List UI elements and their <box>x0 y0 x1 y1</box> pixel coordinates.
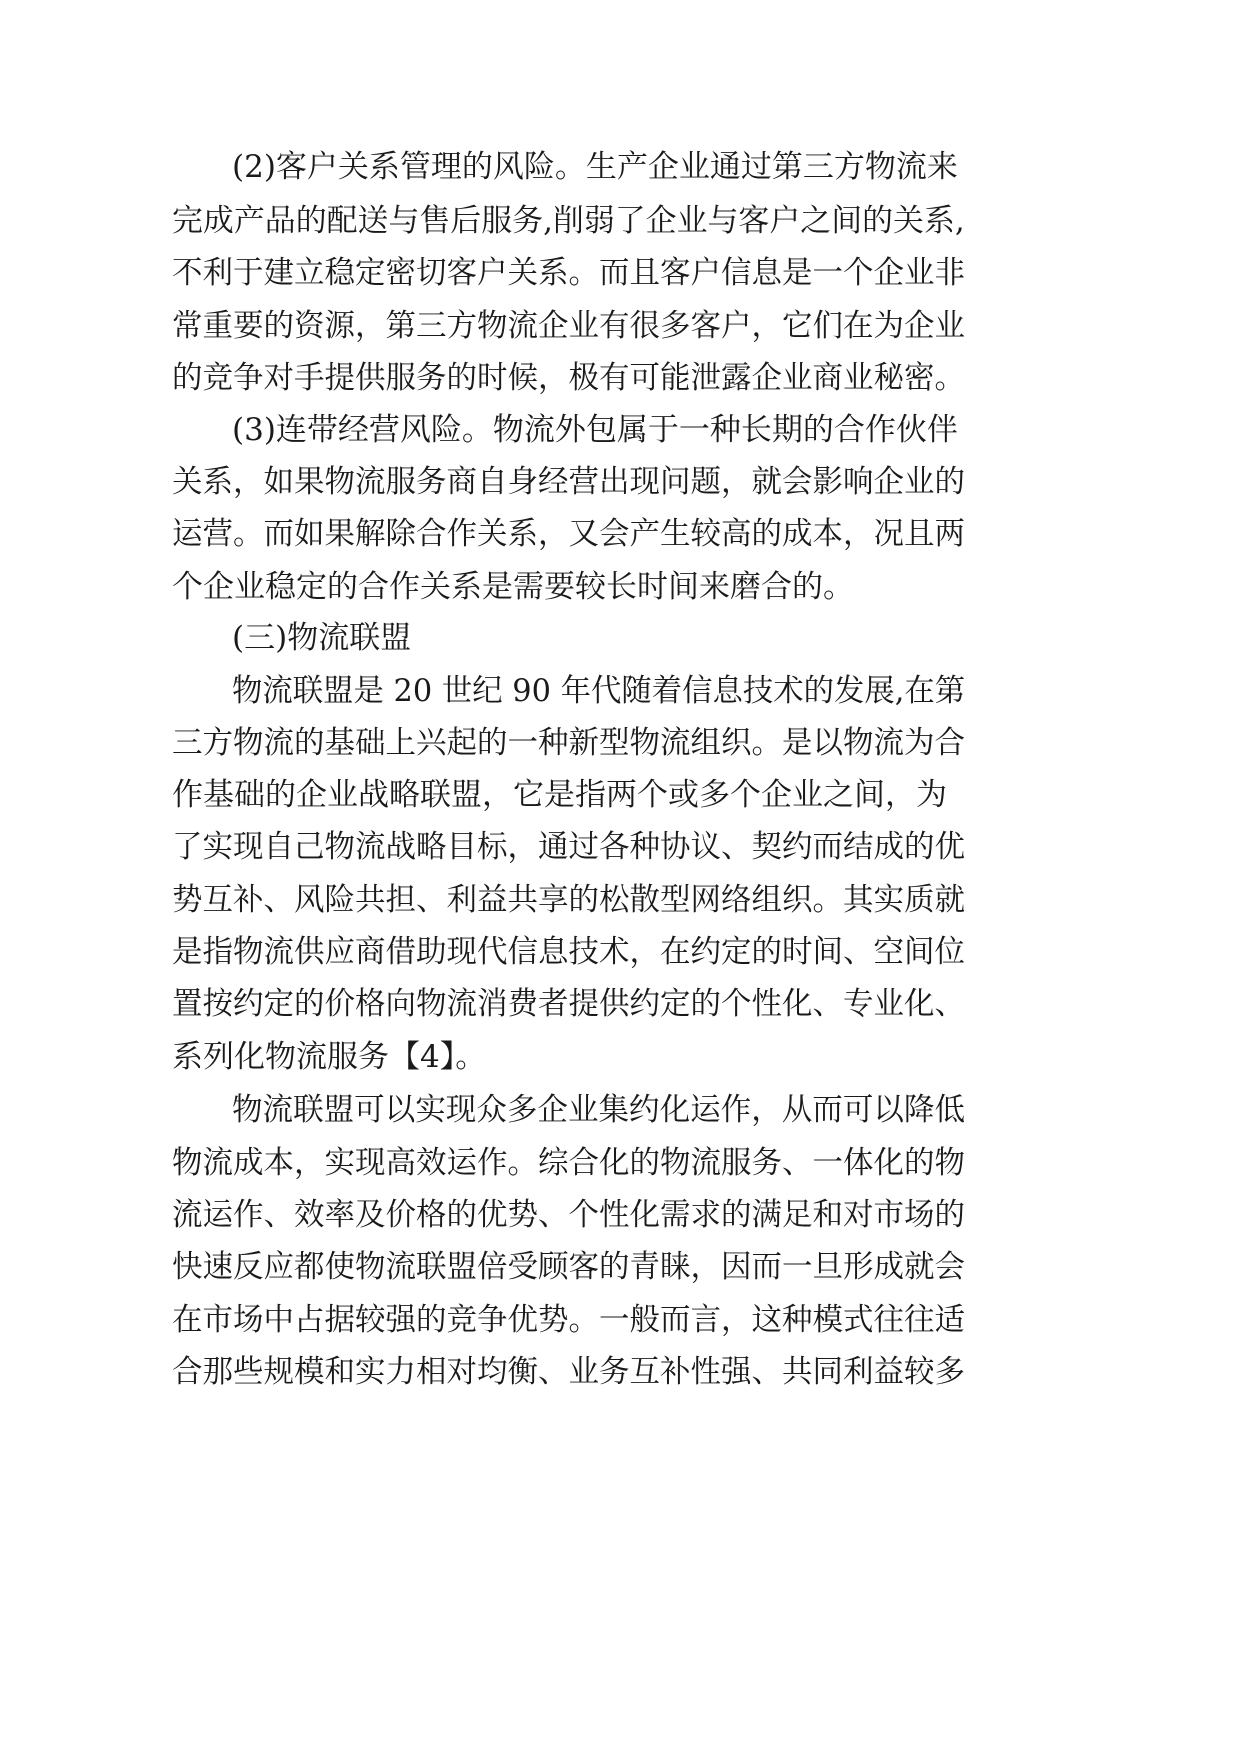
text-line: 是指物流供应商借助现代信息技术，在约定的时间、空间位 <box>172 934 966 970</box>
text-line: 势互补、风险共担、利益共享的松散型网络组织。其实质就 <box>172 882 966 918</box>
text-line: 物流联盟是 20 世纪 90 年代随着信息技术的发展,在第 <box>232 673 966 709</box>
text-line: 常重要的资源，第三方物流企业有很多客户，它们在为企业 <box>172 308 966 344</box>
text-line: (2)客户关系管理的风险。生产企业通过第三方物流来 <box>232 149 958 185</box>
text-line: 物流成本，实现高效运作。综合化的物流服务、一体化的物 <box>172 1145 966 1181</box>
text-line: 作基础的企业战略联盟，它是指两个或多个企业之间，为 <box>172 777 947 813</box>
text-line: 系列化物流服务【4】。 <box>172 1039 487 1075</box>
text-line: 运营。而如果解除合作关系，又会产生较高的成本，况且两 <box>172 516 966 552</box>
text-line: 个企业稳定的合作关系是需要较长时间来磨合的。 <box>172 569 854 605</box>
text-line: 完成产品的配送与售后服务,削弱了企业与客户之间的关系, <box>172 203 965 239</box>
text-line: 物流联盟可以实现众多企业集约化运作，从而可以降低 <box>232 1092 965 1128</box>
text-line: 合那些规模和实力相对均衡、业务互补性强、共同利益较多 <box>172 1354 966 1390</box>
text-line: 三方物流的基础上兴起的一种新型物流组织。是以物流为合 <box>172 725 966 761</box>
text-line: 了实现自己物流战略目标，通过各种协议、契约而结成的优 <box>172 829 966 865</box>
text-line: 在市场中占据较强的竞争优势。一般而言，这种模式往往适 <box>172 1302 966 1338</box>
text-line: 的竞争对手提供服务的时候，极有可能泄露企业商业秘密。 <box>172 360 966 396</box>
text-line: (3)连带经营风险。物流外包属于一种长期的合作伙伴 <box>232 412 958 448</box>
text-line: 流运作、效率及价格的优势、个性化需求的满足和对市场的 <box>172 1197 966 1233</box>
text-line: 不利于建立稳定密切客户关系。而且客户信息是一个企业非 <box>172 255 966 291</box>
text-line: 关系，如果物流服务商自身经营出现问题，就会影响企业的 <box>172 464 966 500</box>
text-line: 置按约定的价格向物流消费者提供约定的个性化、专业化、 <box>172 986 966 1022</box>
section-heading: (三)物流联盟 <box>232 620 412 656</box>
text-line: 快速反应都使物流联盟倍受顾客的青睐，因而一旦形成就会 <box>172 1249 966 1285</box>
